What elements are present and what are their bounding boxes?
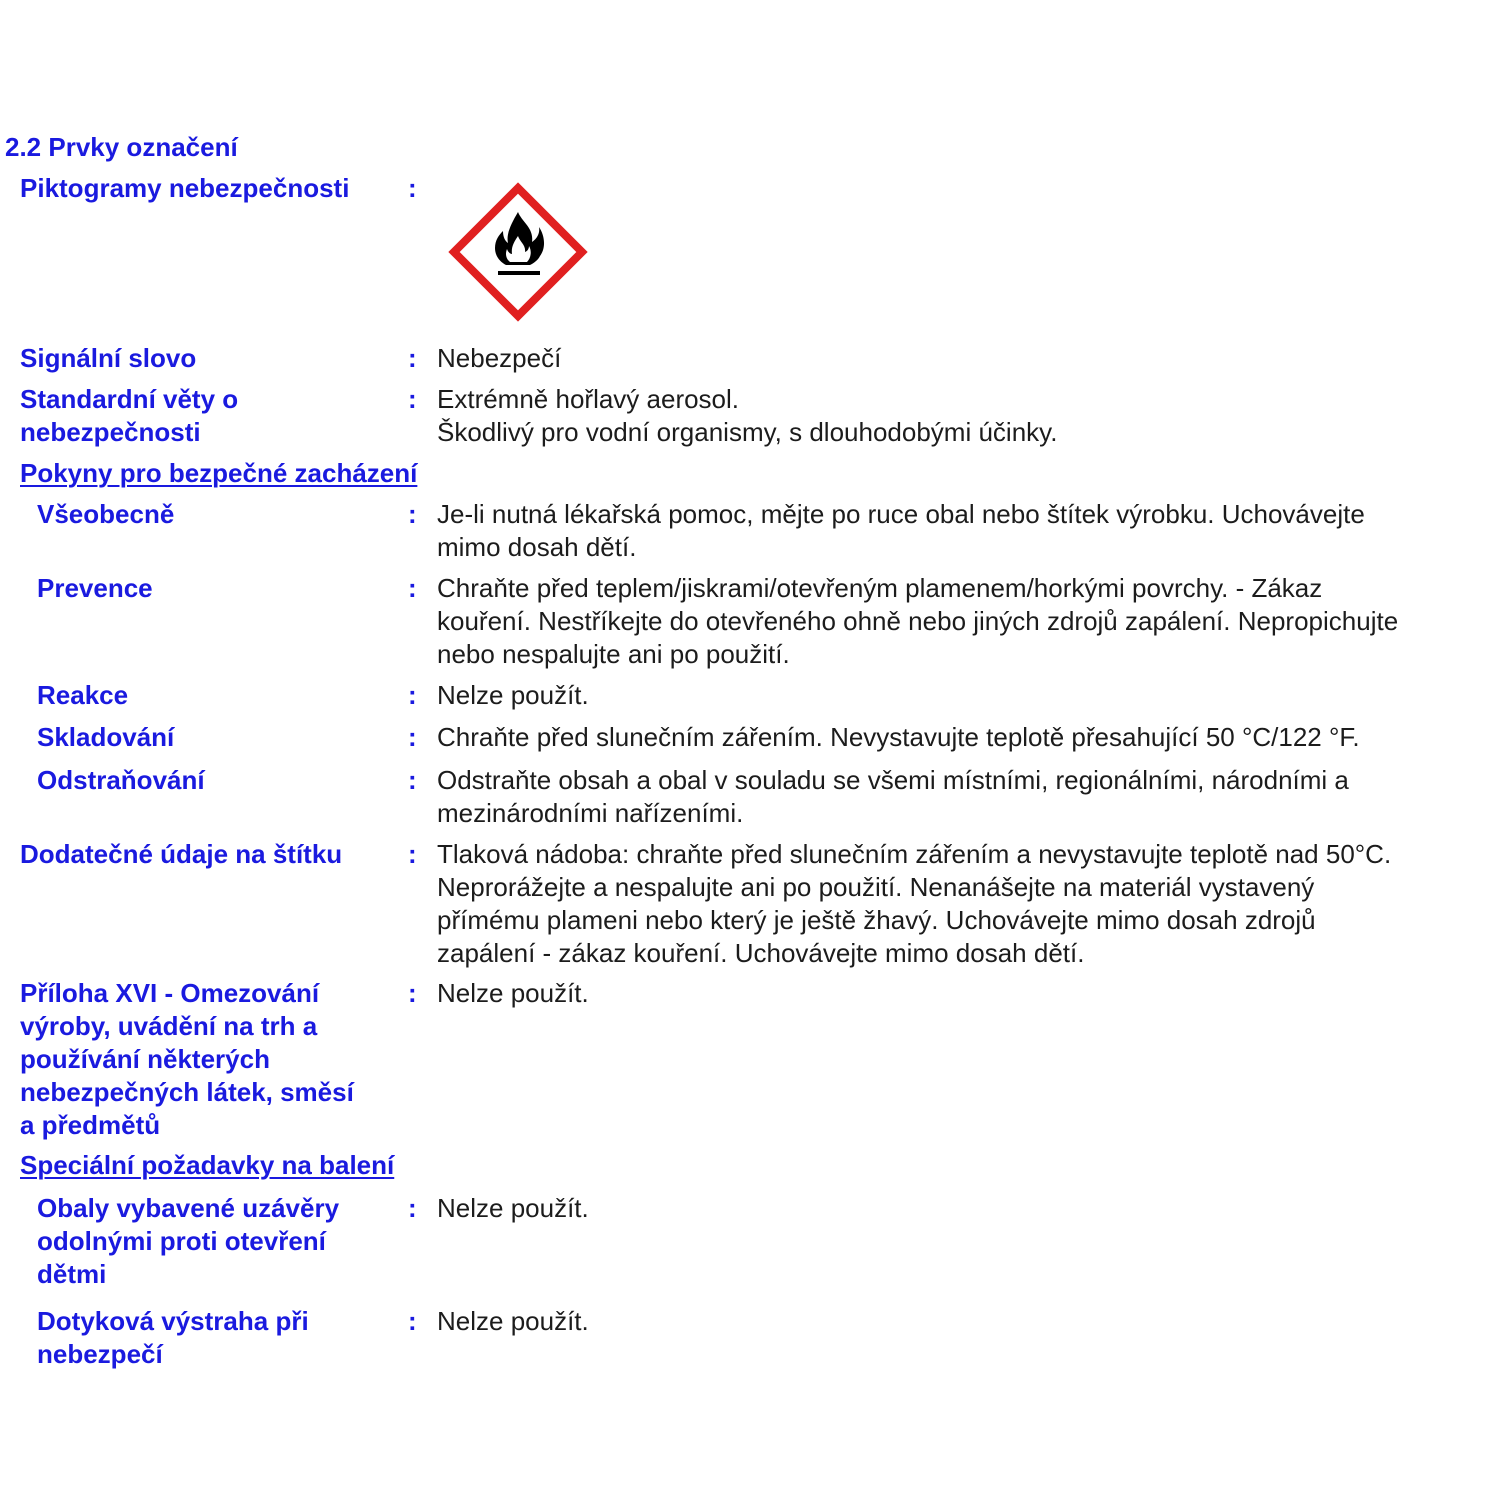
additional-label-value [437, 838, 1487, 970]
prevention-colon: : [408, 573, 417, 603]
child-resistant-colon: : [408, 1193, 417, 1223]
value-line: mezinárodními nařízeními. [437, 798, 744, 828]
label-line: dětmi [37, 1259, 107, 1289]
tactile-warning-colon: : [408, 1306, 417, 1336]
signal-word-label: Signální slovo [20, 343, 197, 373]
signal-word-value: Nebezpečí [437, 343, 562, 373]
section-title: 2.2 Prvky označení [5, 132, 238, 162]
response-colon: : [408, 680, 417, 710]
signal-word-colon: : [408, 343, 417, 373]
label-line: Příloha XVI - Omezování [20, 978, 320, 1008]
value-line: mimo dosah dětí. [437, 532, 637, 562]
label-line: používání některých [20, 1044, 270, 1074]
value-line: Extrémně hořlavý aerosol. [437, 384, 740, 414]
child-resistant-label [37, 1192, 397, 1291]
label-line: nebezpečí [37, 1339, 163, 1369]
response-label: Reakce [37, 680, 129, 710]
value-line: Odstraňte obsah a obal v souladu se všemi místními, regionálními, národními a [437, 765, 1349, 795]
value-line: Škodlivý pro vodní organismy, s dlouhodobými účinky. [437, 417, 1058, 447]
general-label: Všeobecně [37, 499, 175, 529]
hazard-statements-value [437, 383, 1487, 449]
response-value: Nelze použít. [437, 680, 589, 710]
annex-xvi-value: Nelze použít. [437, 978, 589, 1008]
pictograms-label: Piktogramy nebezpečnosti [20, 173, 350, 203]
storage-colon: : [408, 722, 417, 752]
flame-icon [448, 182, 588, 322]
value-line: nebo nespalujte ani po použití. [437, 639, 790, 669]
disposal-value [437, 764, 1487, 830]
label-line: Standardní věty o [20, 384, 239, 414]
label-line: nebezpečnosti [20, 417, 201, 447]
annex-xvi-label [20, 977, 395, 1142]
prevention-label: Prevence [37, 573, 153, 603]
precautionary-heading: Pokyny pro bezpečné zacházení [20, 458, 418, 488]
value-line: zapálení - zákaz kouření. Uchovávejte mimo dosah dětí. [437, 938, 1085, 968]
general-colon: : [408, 499, 417, 529]
value-line: Tlaková nádoba: chraňte před slunečním zářením a nevystavujte teplotě nad 50°C. [437, 839, 1392, 869]
general-value [437, 498, 1487, 564]
label-line: Obaly vybavené uzávěry [37, 1193, 340, 1223]
label-line: odolnými proti otevření [37, 1226, 326, 1256]
packaging-heading: Speciální požadavky na balení [20, 1150, 395, 1180]
hazard-statements-colon: : [408, 384, 417, 414]
additional-label-label: Dodatečné údaje na štítku [20, 839, 343, 869]
value-line: Je-li nutná lékařská pomoc, mějte po ruce obal nebo štítek výrobku. Uchovávejte [437, 499, 1365, 529]
additional-label-colon: : [408, 839, 417, 869]
disposal-label: Odstraňování [37, 765, 205, 795]
tactile-warning-label [37, 1305, 397, 1371]
value-line: Chraňte před teplem/jiskrami/otevřeným plamenem/horkými povrchy. - Zákaz [437, 573, 1323, 603]
value-line: Neprorážejte a nespalujte ani po použití. Nenanášejte na materiál vystavený [437, 872, 1315, 902]
storage-value: Chraňte před slunečním zářením. Nevystavujte teplotě přesahující 50 °C/122 °F. [437, 722, 1360, 752]
storage-label: Skladování [37, 722, 175, 752]
prevention-value [437, 572, 1487, 671]
label-line: nebezpečných látek, směsí [20, 1077, 354, 1107]
disposal-colon: : [408, 765, 417, 795]
label-line: výroby, uvádění na trh a [20, 1011, 318, 1041]
tactile-warning-value: Nelze použít. [437, 1306, 589, 1336]
value-line: kouření. Nestříkejte do otevřeného ohně nebo jiných zdrojů zapálení. Nepropichujte [437, 606, 1399, 636]
label-line: Dotyková výstraha při [37, 1306, 309, 1336]
annex-xvi-colon: : [408, 978, 417, 1008]
label-line: a předmětů [20, 1110, 161, 1140]
pictograms-colon: : [408, 173, 417, 203]
hazard-statements-label [20, 383, 395, 449]
value-line: přímému plameni nebo který je ještě žhavý. Uchovávejte mimo dosah zdrojů [437, 905, 1316, 935]
child-resistant-value: Nelze použít. [437, 1193, 589, 1223]
